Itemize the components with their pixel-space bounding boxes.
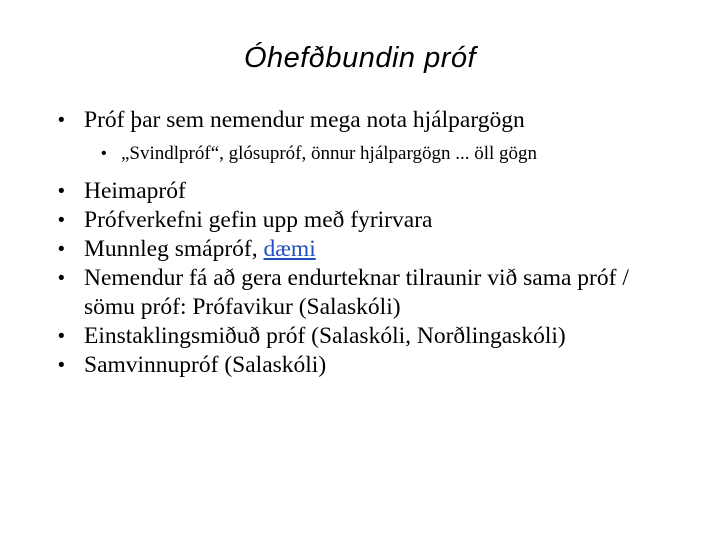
bullet-dot-icon: • — [58, 268, 65, 289]
bullet-text: Próf þar sem nemendur mega nota hjálpargögn — [84, 107, 525, 133]
bullet-item — [58, 106, 678, 135]
bullet-text: Prófverkefni gefin upp með fyrirvara — [84, 207, 433, 233]
bullet-item — [58, 264, 678, 322]
bullet-dot-icon: • — [58, 326, 65, 347]
bullet-item — [58, 206, 678, 235]
bullet-dot-icon: • — [58, 110, 65, 131]
bullet-text: Heimapróf — [84, 178, 186, 204]
bullet-item — [58, 322, 678, 351]
slide-title: Óhefðbundin próf — [243, 42, 477, 74]
bullet-dot-icon: • — [101, 145, 107, 162]
bullet-item — [58, 235, 678, 264]
bullet-text: Nemendur fá að gera endurteknar tilraunir við sama próf / sömu próf: Prófavikur (Salaskóli) — [84, 265, 629, 320]
bullet-dot-icon: • — [58, 355, 65, 376]
bullet-list — [58, 106, 678, 380]
example-link[interactable]: dæmi — [263, 236, 316, 262]
sub-bullet-text: „Svindlpróf“, glósupróf, önnur hjálpargögn ... öll gögn — [121, 143, 538, 164]
bullet-text: Samvinnupróf (Salaskóli) — [84, 352, 327, 378]
bullet-dot-icon: • — [58, 181, 65, 202]
bullet-item — [58, 177, 678, 206]
bullet-text: Einstaklingsmiðuð próf (Salaskóli, Norðlingaskóli) — [84, 323, 566, 349]
bullet-dot-icon: • — [58, 239, 65, 260]
bullet-item — [58, 351, 678, 380]
bullet-text: Munnleg smápróf, — [84, 236, 264, 262]
bullet-dot-icon: • — [58, 210, 65, 231]
sub-bullet-item — [101, 142, 678, 166]
